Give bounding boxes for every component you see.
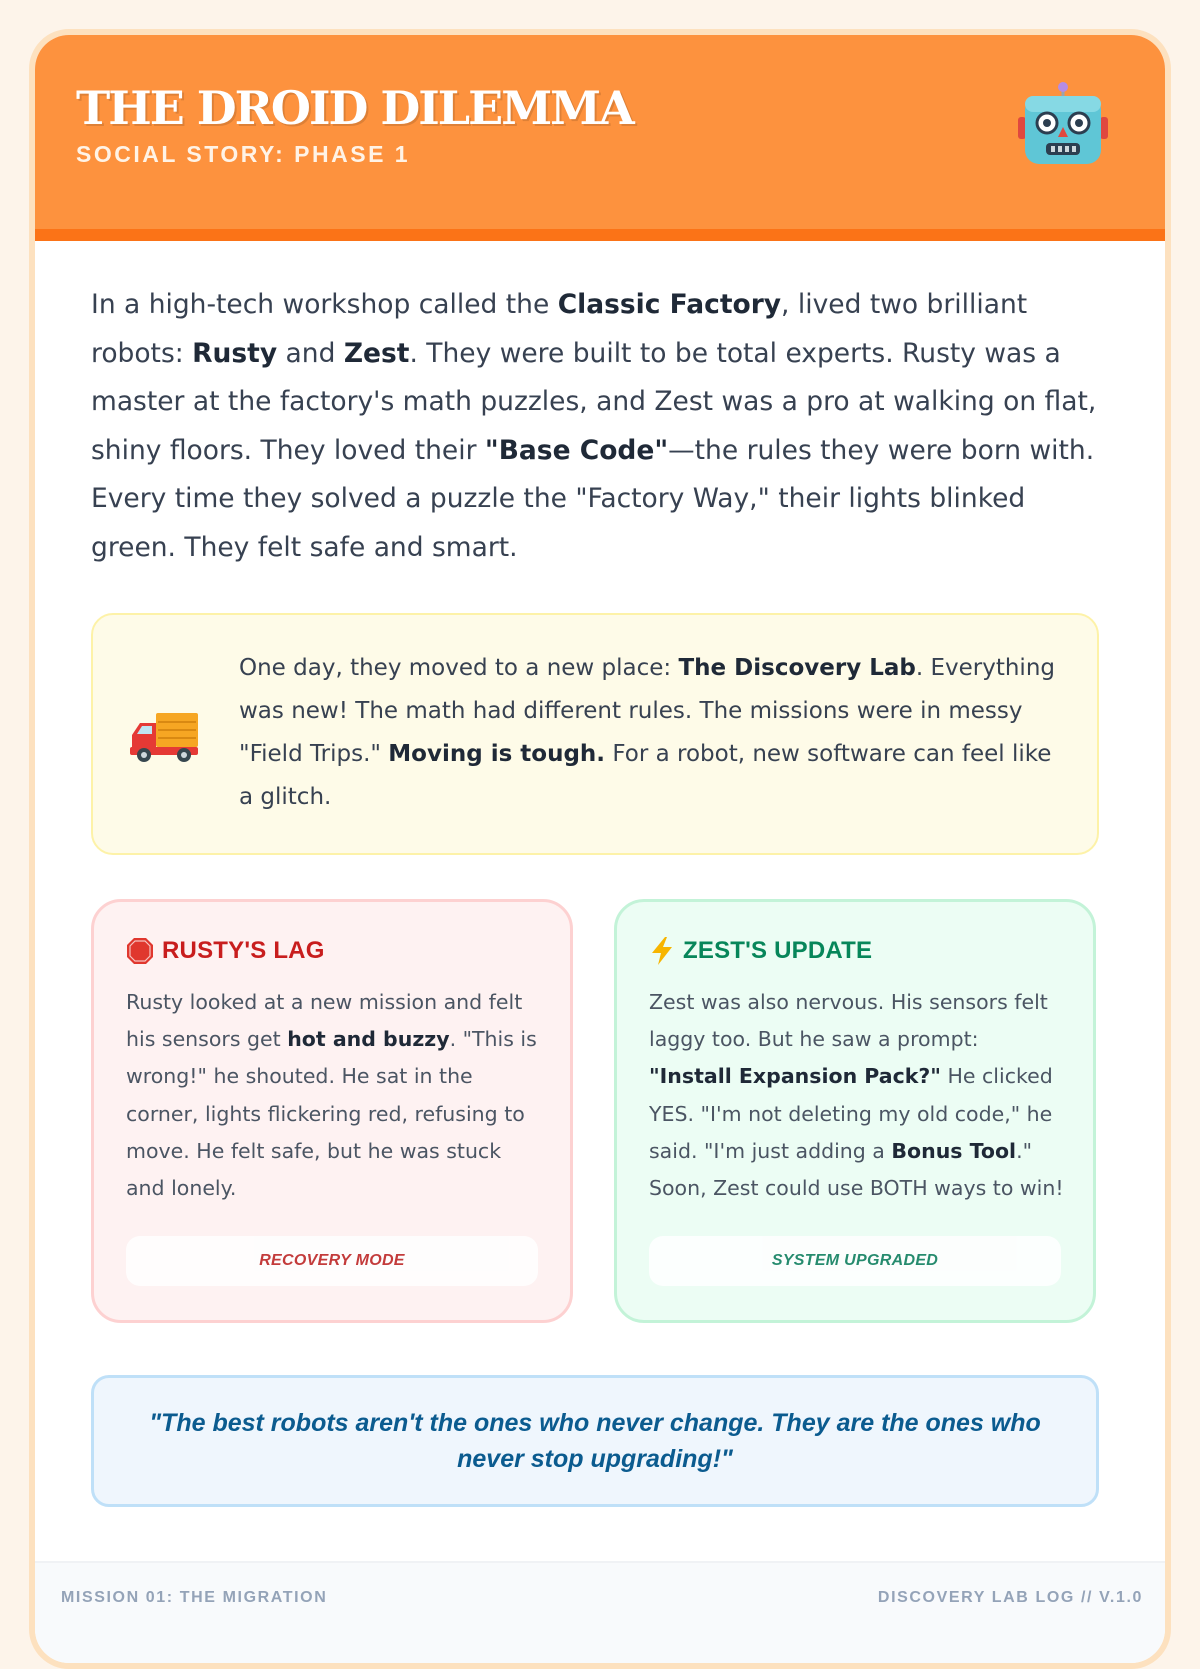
moving-callout <box>91 613 1099 855</box>
intro-paragraph <box>91 281 1101 572</box>
moving-text-3: For a robot, new software can feel like a glitch. <box>239 741 1052 810</box>
zest-text-3: ." Soon, Zest could use BOTH ways to win! <box>649 1138 1064 1201</box>
intro-bold-rusty: Rusty <box>192 337 278 369</box>
story-footer <box>35 1561 1165 1669</box>
zest-bold-expansion-pack: "Install Expansion Pack?" <box>649 1064 941 1089</box>
intro-bold-zest: Zest <box>343 337 410 369</box>
lightning-bolt-icon <box>649 936 675 966</box>
zest-bold-bonus-tool: Bonus Tool <box>891 1138 1017 1163</box>
intro-text-4: . They were built to be total experts. Rusty was a master at the factory's math puzzles, and Zest was a pro at walking on flat, shiny floors. They loved their <box>91 337 1097 466</box>
rusty-text-1: Rusty looked at a new mission and felt his sensors get <box>126 990 523 1052</box>
story-header <box>35 35 1165 241</box>
moving-text-1: One day, they moved to a new place: <box>239 655 679 681</box>
delivery-truck-icon <box>128 709 200 765</box>
closing-quote-text: "The best robots aren't the ones who never change. They are the ones who never stop upgrading!" <box>149 1409 1041 1473</box>
zest-panel-text <box>649 984 1067 1207</box>
intro-bold-base-code: "Base Code" <box>484 434 669 466</box>
intro-text-2: , lived two brilliant robots: <box>91 289 1028 369</box>
zest-panel-header <box>649 934 872 968</box>
rusty-text-2: . "This is wrong!" he shouted. He sat in the corner, lights flickering red, refusing to move. He felt safe, but he was stuck and lonely. <box>126 1027 537 1201</box>
intro-text-3: and <box>277 337 344 369</box>
zest-text-2: He clicked YES. "I'm not deleting my old code," he said. "I'm just adding a <box>649 1064 1053 1163</box>
robot-face-icon <box>1018 79 1108 169</box>
story-card <box>29 29 1171 1669</box>
rusty-bold-hot-buzzy: hot and buzzy <box>287 1027 450 1052</box>
intro-text-1: In a high-tech workshop called the <box>91 289 558 320</box>
footer-log-version: DISCOVERY LAB LOG // V.1.0 <box>877 1589 1143 1606</box>
moving-bold-moving-is-tough: Moving is tough. <box>388 741 606 767</box>
intro-text-5: —the rules they were born with. Every time they solved a puzzle the "Factory Way," their lights blinked green. They felt safe and smart. <box>91 434 1095 563</box>
stop-sign-icon <box>126 937 154 965</box>
zest-text-1: Zest was also nervous. His sensors felt laggy too. But he saw a prompt: <box>649 990 1048 1052</box>
zest-status-badge: SYSTEM UPGRADED <box>649 1236 1061 1286</box>
rusty-panel-text <box>126 984 544 1207</box>
rusty-status-badge: RECOVERY MODE <box>126 1236 538 1286</box>
zest-panel-title: ZEST'S UPDATE <box>683 937 873 964</box>
intro-bold-classic-factory: Classic Factory <box>557 289 782 320</box>
rusty-panel <box>91 899 573 1323</box>
story-title: THE DROID DILEMMA <box>76 81 633 135</box>
moving-text-2: . Everything was new! The math had different rules. The missions were in messy "Field Trips." <box>239 655 1055 767</box>
zest-panel <box>614 899 1096 1323</box>
rusty-panel-title: RUSTY'S LAG <box>162 937 325 964</box>
story-subtitle: SOCIAL STORY: PHASE 1 <box>76 141 411 167</box>
rusty-panel-header <box>126 934 325 968</box>
closing-quote <box>91 1375 1099 1507</box>
moving-text <box>239 647 1069 819</box>
footer-mission-label: MISSION 01: THE MIGRATION <box>61 1589 328 1606</box>
moving-bold-discovery-lab: The Discovery Lab <box>678 655 916 681</box>
